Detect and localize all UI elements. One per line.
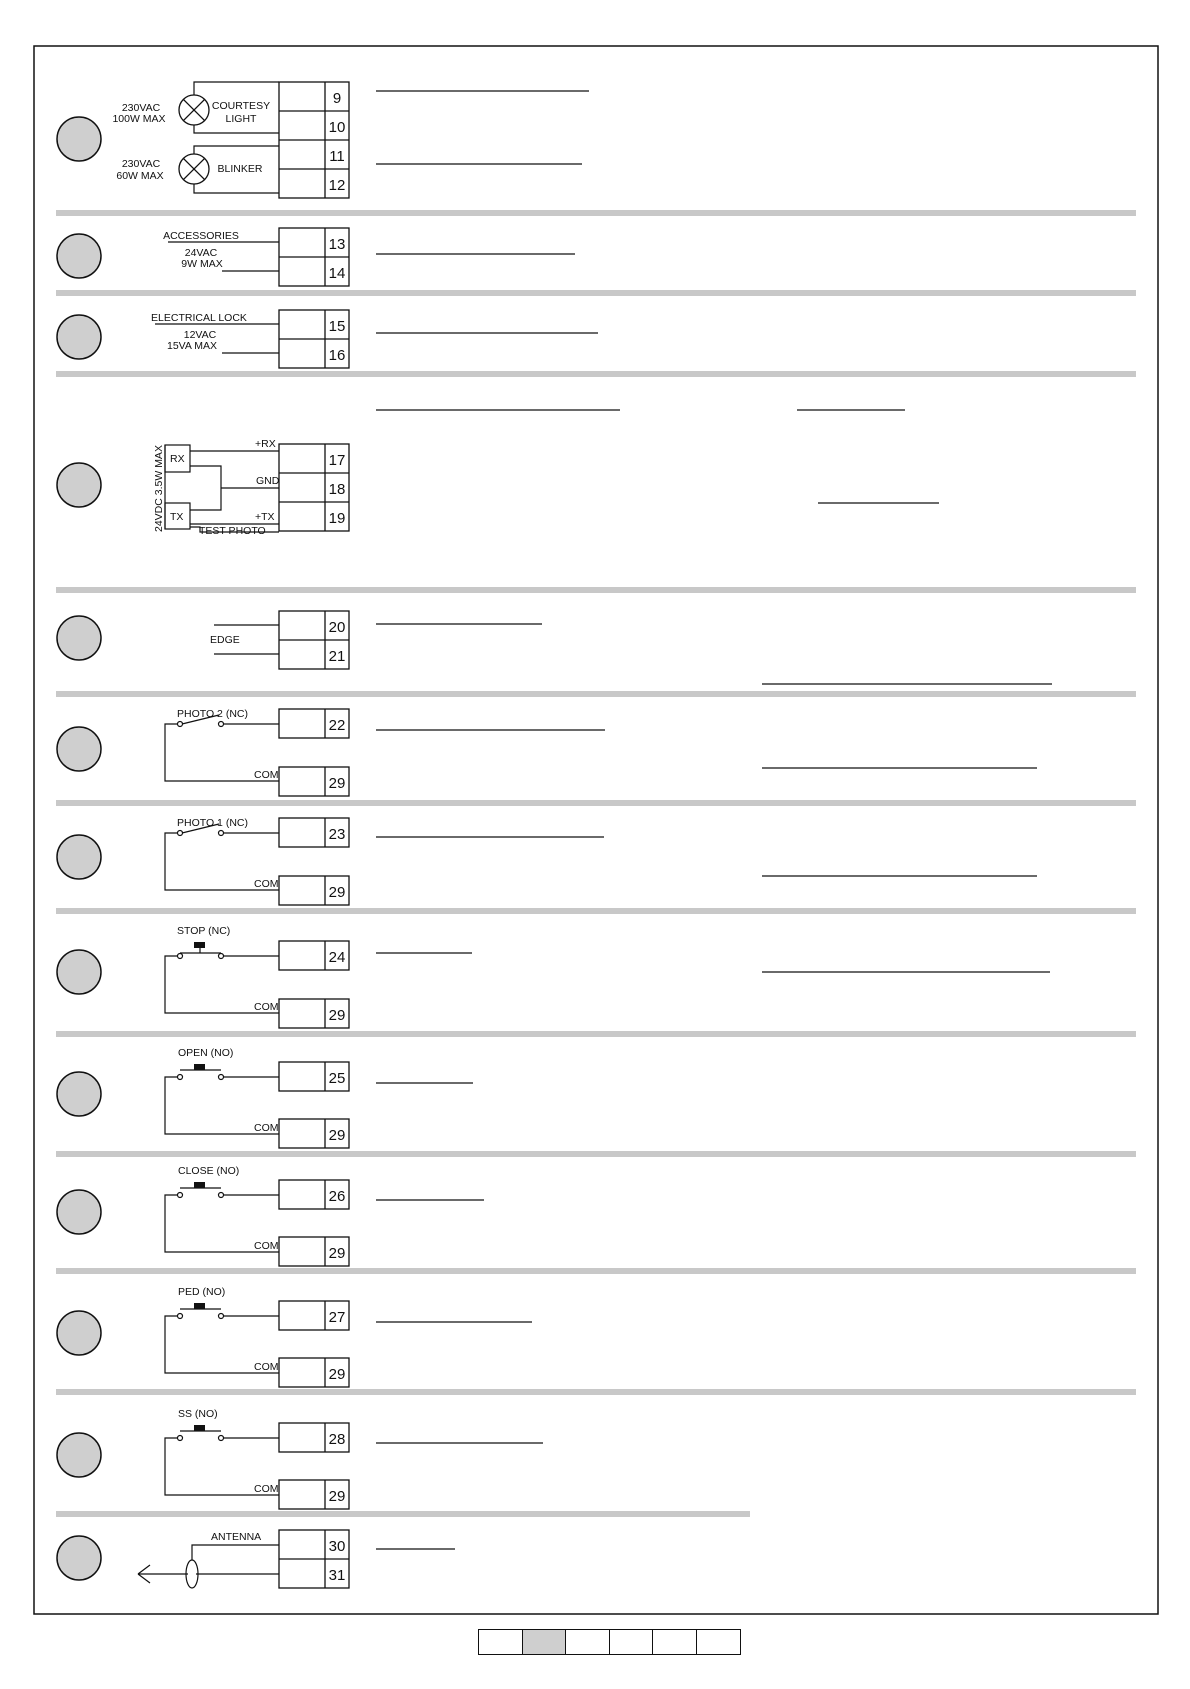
terminal-number: 13: [328, 236, 346, 253]
section-markers: [57, 117, 101, 1580]
section-marker: [57, 616, 101, 660]
section-marker: [57, 463, 101, 507]
contact-icon: [178, 1314, 183, 1319]
contact-icon: [219, 1193, 224, 1198]
description-lines: [376, 91, 1052, 1549]
stop-title: STOP (NC): [177, 925, 231, 937]
section-marker: [57, 315, 101, 359]
test-photo-label: TEST PHOTO: [199, 525, 266, 537]
courtesy-light-subtitle: LIGHT: [225, 113, 257, 125]
terminal-number: 31: [328, 1567, 346, 1584]
terminal-number: 26: [328, 1188, 346, 1205]
section-marker: [57, 234, 101, 278]
pushbutton-icon: [194, 1182, 205, 1188]
close-title: CLOSE (NO): [178, 1165, 240, 1177]
ped-com: COM: [254, 1361, 279, 1373]
separator: [56, 800, 1136, 806]
separator: [56, 290, 1136, 296]
separator: [56, 1511, 750, 1517]
contact-icon: [219, 954, 224, 959]
page-tab-1[interactable]: [478, 1629, 523, 1655]
terminal-number: 30: [328, 1538, 346, 1555]
page-tab-2[interactable]: [522, 1629, 567, 1655]
terminal-number: 17: [328, 452, 346, 469]
terminal-number: 19: [328, 510, 346, 527]
terminal-numbers: [329, 90, 346, 1584]
plus-tx-label: +TX: [255, 511, 275, 523]
pushbutton-icon: [194, 1303, 205, 1309]
contact-icon: [178, 831, 183, 836]
courtesy-light-rating: 100W MAX: [112, 113, 166, 125]
blinker-title: BLINKER: [217, 163, 263, 175]
contact-icon: [219, 1075, 224, 1080]
terminal-number: 24: [328, 949, 346, 966]
section-marker: [57, 835, 101, 879]
electrical-lock-rating: 12VAC: [183, 329, 217, 341]
section-separators: [56, 210, 1136, 1517]
wire: [192, 1545, 279, 1560]
pushbutton-icon: [194, 1425, 205, 1431]
accessories-rating: 24VAC: [184, 247, 218, 259]
contact-icon: [178, 1436, 183, 1441]
antenna-wiring: [138, 1545, 279, 1588]
tx-label: TX: [170, 511, 184, 523]
contact-icon: [219, 1314, 224, 1319]
terminal-number: 29: [328, 884, 346, 901]
gnd-label: GND: [256, 475, 280, 487]
terminal-number: 14: [328, 265, 346, 282]
separator: [56, 587, 1136, 593]
open-title: OPEN (NO): [178, 1047, 234, 1059]
rx-label: RX: [170, 453, 185, 465]
section-marker: [57, 727, 101, 771]
antenna-title: ANTENNA: [211, 1531, 262, 1543]
contact-icon: [178, 722, 183, 727]
terminal-number: 12: [328, 177, 346, 194]
stop-com: COM: [254, 1001, 279, 1013]
terminal-number: 11: [329, 148, 345, 165]
section-marker: [57, 117, 101, 161]
contact-icon: [178, 1193, 183, 1198]
electrical-lock-rating: 15VA MAX: [167, 340, 217, 352]
ss-title: SS (NO): [178, 1408, 218, 1420]
terminal-number: 21: [328, 648, 346, 665]
contact-icon: [219, 722, 224, 727]
electrical-lock-title: ELECTRICAL LOCK: [151, 312, 247, 324]
edge-title: EDGE: [210, 634, 240, 646]
page-tab-5[interactable]: [652, 1629, 697, 1655]
section-marker: [57, 1190, 101, 1234]
page-tab-4[interactable]: [609, 1629, 654, 1655]
photocell-rating: 24VDC 3.5W MAX: [153, 445, 165, 532]
section-marker: [57, 950, 101, 994]
photo2-title: PHOTO 2 (NC): [177, 708, 248, 720]
contact-icon: [178, 1075, 183, 1080]
terminal-number: 29: [328, 1127, 346, 1144]
separator: [56, 1031, 1136, 1037]
close-com: COM: [254, 1240, 279, 1252]
open-com: COM: [254, 1122, 279, 1134]
terminal-number: 25: [328, 1070, 346, 1087]
separator: [56, 691, 1136, 697]
section-marker: [57, 1433, 101, 1477]
contact-icon: [178, 954, 183, 959]
blinker-rating: 230VAC: [121, 158, 161, 170]
separator: [56, 1151, 1136, 1157]
terminal-number: 16: [328, 347, 346, 364]
lamp-icon: [179, 95, 209, 125]
terminal-number: 29: [328, 1366, 346, 1383]
separator: [56, 371, 1136, 377]
accessories-rating: 9W MAX: [181, 258, 223, 270]
lamp-icon: [179, 154, 209, 184]
ss-com: COM: [254, 1483, 279, 1495]
photo1-title: PHOTO 1 (NC): [177, 817, 248, 829]
terminal-number: 28: [328, 1431, 346, 1448]
courtesy-light-rating: 230VAC: [121, 102, 161, 114]
courtesy-light-title: COURTESY: [211, 100, 271, 112]
contact-icon: [219, 1436, 224, 1441]
wire: [190, 466, 221, 510]
blinker-rating: 60W MAX: [116, 170, 164, 182]
page-tab-6[interactable]: [696, 1629, 741, 1655]
section-marker: [57, 1536, 101, 1580]
pushbutton-icon: [194, 1064, 205, 1070]
terminal-number: 23: [328, 826, 346, 843]
terminal-number: 9: [332, 90, 342, 107]
separator: [56, 210, 1136, 216]
pushbutton-icon: [194, 942, 205, 948]
terminal-number: 27: [328, 1309, 346, 1326]
terminal-number: 29: [328, 1007, 346, 1024]
photo2-com: COM: [254, 769, 279, 781]
terminal-number: 22: [328, 717, 346, 734]
contact-icon: [219, 831, 224, 836]
ped-title: PED (NO): [178, 1286, 226, 1298]
terminal-number: 20: [328, 619, 346, 636]
terminal-number: 29: [328, 1245, 346, 1262]
photo1-com: COM: [254, 878, 279, 890]
accessories-title: ACCESSORIES: [163, 230, 239, 242]
terminal-number: 15: [328, 318, 346, 335]
separator: [56, 908, 1136, 914]
terminal-number: 18: [328, 481, 346, 498]
separator: [56, 1268, 1136, 1274]
separator: [56, 1389, 1136, 1395]
section-marker: [57, 1311, 101, 1355]
section-marker: [57, 1072, 101, 1116]
page-frame: [34, 46, 1158, 1614]
terminal-number: 29: [328, 1488, 346, 1505]
plus-rx-label: +RX: [255, 438, 276, 450]
page-tab-3[interactable]: [565, 1629, 610, 1655]
terminal-number: 10: [328, 119, 346, 136]
terminal-number: 29: [328, 775, 346, 792]
